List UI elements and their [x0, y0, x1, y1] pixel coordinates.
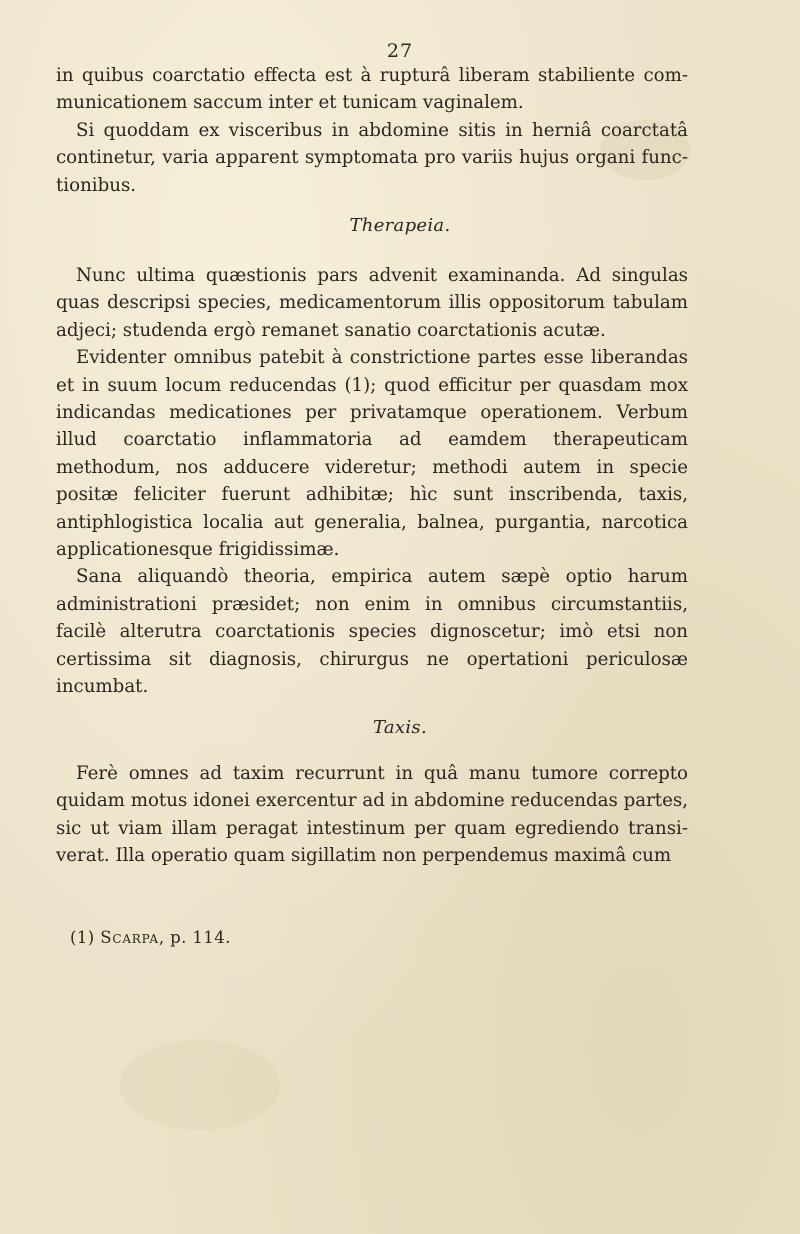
section-heading-taxis: Taxis.: [372, 717, 427, 738]
text-section-intro: [56, 62, 688, 199]
footnote-author: Scarpa: [100, 928, 159, 947]
text-section-taxis: [56, 760, 688, 870]
paragraph: Sana aliquandò theoria, empirica autem sæpè optio harum administrationi præsidet; non enim in omnibus circumstantiis, facilè alterutra coarctationis species dignoscetur; imò etsi non certissima sit diagnosis, chirurgus ne opertationi periculosæ incumbat.: [56, 566, 688, 698]
footnote: [70, 928, 231, 947]
paragraph: Nunc ultima quæstionis pars advenit examinanda. Ad singulas quas descripsi species, medicamentorum illis oppositorum tabulam adjeci; studenda ergò remanet sanatio coarctationis acutæ.: [56, 265, 688, 341]
page-number: 27: [386, 40, 414, 62]
paragraph: Evidenter omnibus patebit à constrictione partes esse liberandas et in suum locum reducendas (1); quod efficitur per quasdam mox indicandas medicationes per privatamque operationem. Verbum illud coarctatio inflammatoria ad eamdem therapeuticam methodum, nos adducere videretur; methodi autem in specie positæ feliciter fuerunt adhibitæ; hìc sunt inscribenda, taxis, antiphlogistica localia aut generalia, balnea, purgantia, narcotica applicationesque frigidissimæ.: [56, 347, 688, 561]
paragraph: Ferè omnes ad taxim recurrunt in quâ manu tumore correpto quidam motus idonei exercentur ad in abdomine reducendas partes, sic ut viam illam peragat intestinum per quam egrediendo transiverat. Illa operatio quam sigillatim non perpendemus maximâ cum: [56, 763, 688, 867]
paper-stain: [120, 1040, 280, 1130]
footnote-marker: (1): [70, 928, 95, 947]
paragraph: Si quoddam ex visceribus in abdomine sitis in herniâ coarctatâ continetur, varia apparent symptomata pro variis hujus organi functionibus.: [56, 119, 688, 196]
paragraph: in quibus coarctatio effecta est à rupturâ liberam stabiliente communicationem saccum inter et tunicam vaginalem.: [56, 65, 688, 114]
footnote-page-ref: , p. 114.: [158, 928, 231, 947]
section-heading-therapeia: Therapeia.: [349, 215, 451, 236]
text-section-therapeia: [56, 262, 688, 701]
